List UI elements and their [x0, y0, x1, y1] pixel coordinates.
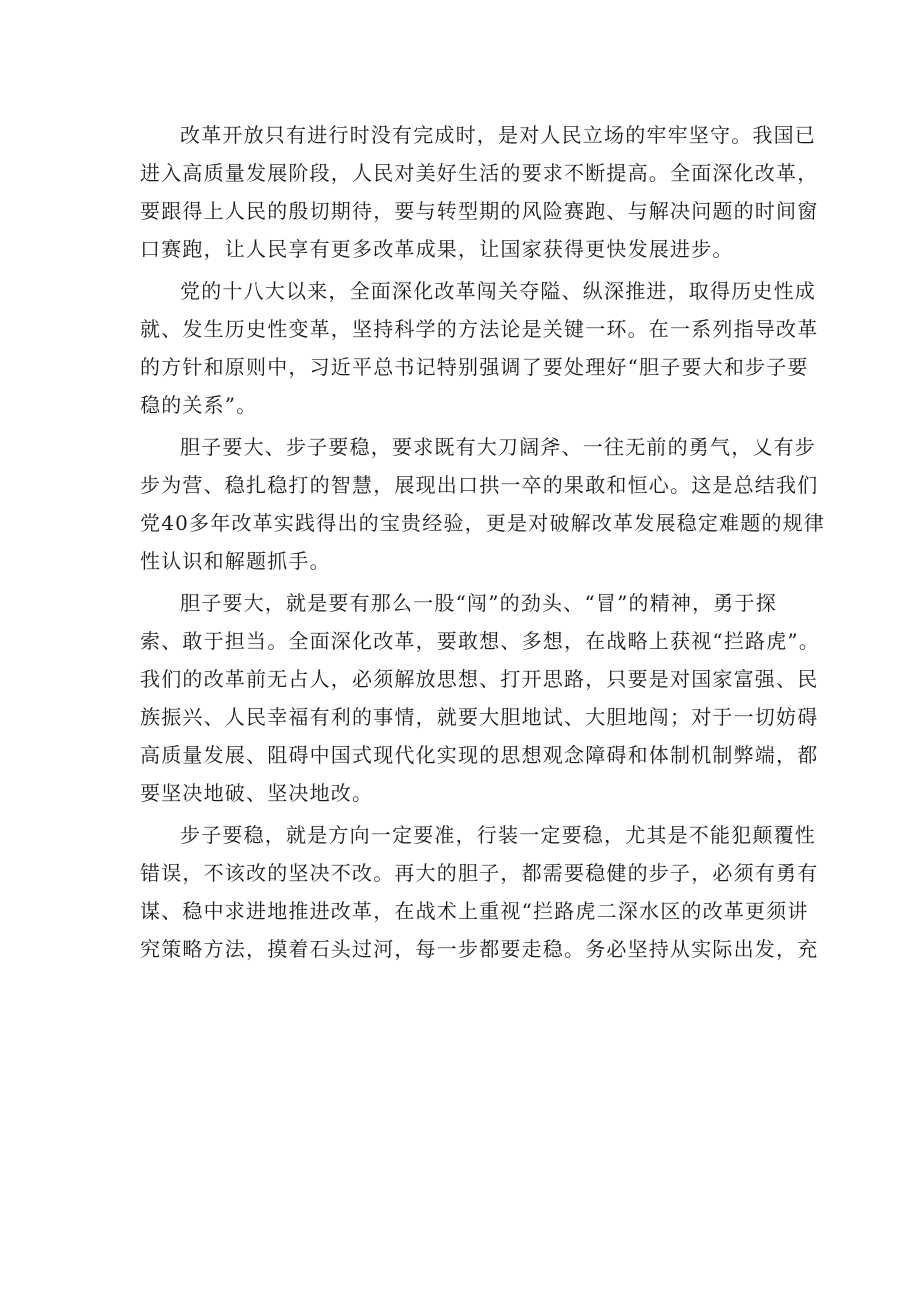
text-line: 错误，不该改的坚决不改。再大的胆子，都需要稳健的步子，必须有勇有: [140, 861, 819, 885]
text-line: 我们的改革前无占人，必须解放思想、打开思路，只要是对国家富强、民: [140, 667, 819, 691]
text-line: 步子要稳，就是方向一定要准，行装一定要稳，尤其是不能犯颠覆性: [180, 823, 816, 847]
text-line: 进入高质量发展阶段，人民对美好生活的要求不断提高。全面深化改革，: [140, 161, 819, 185]
text-line: 党40多年改革实践得出的宝贵经验，更是对破解改革发展稳定难题的规律: [140, 511, 826, 535]
text-line: 就、发生历史性变革，坚持科学的方法论是关键一环。在一系列指导改革: [140, 317, 819, 341]
text-line: 胆子要大、步子要稳，要求既有大刀阔斧、一往无前的勇气，乂有步: [180, 435, 816, 459]
paragraph-3: [140, 428, 826, 580]
text-line: 究策略方法，摸着石头过河，每一步都要走稳。务必坚持从实际出发，充: [140, 937, 819, 961]
paragraph-4: [140, 584, 821, 812]
paragraph-2: [140, 272, 819, 424]
text-line: 族振兴、人民幸福有利的事情，就要大胆地试、大胆地闯；对于一切妨碍: [140, 705, 819, 729]
text-line: 要坚决地破、坚决地改。: [140, 781, 374, 805]
text-line: 党的十八大以来，全面深化改革闯关夺隘、纵深推进，取得历史性成: [180, 279, 816, 303]
text-line: 改革开放只有进行时没有完成时，是对人民立场的牢牢坚守。我国已: [180, 123, 816, 147]
document-body: [140, 116, 826, 972]
text-line: 口赛跑，让人民享有更多改革成果，让国家获得更快发展进步。: [140, 237, 734, 261]
text-line: 要跟得上人民的殷切期待，要与转型期的风险赛跑、与解决问题的时间窗: [140, 199, 819, 223]
text-line: 稳的关系”。: [140, 393, 258, 417]
paragraph-5: [140, 816, 819, 968]
text-line: 胆子要大，就是要有那么一股“闯”的劲头、“冒”的精神，勇于探: [180, 591, 777, 615]
text-line: 步为营、稳扎稳打的智慧，展现出口拱一卒的果敢和恒心。这是总结我们: [140, 473, 819, 497]
text-line: 高质量发展、阻碍中国式现代化实现的思想观念障碍和体制机制弊端，都: [140, 743, 819, 767]
text-line: 索、敢于担当。全面深化改革，要敢想、多想，在战略上获视“拦路虎”。: [140, 629, 821, 653]
paragraph-1: [140, 116, 819, 268]
text-line: 的方针和原则中，习近平总书记特别强调了要处理好“胆子要大和步子要: [140, 355, 809, 379]
text-line: 性认识和解题抓手。: [140, 549, 331, 573]
text-line: 谋、稳中求进地推进改革，在战术上重视“拦路虎二深水区的改革更须讲: [140, 899, 809, 923]
